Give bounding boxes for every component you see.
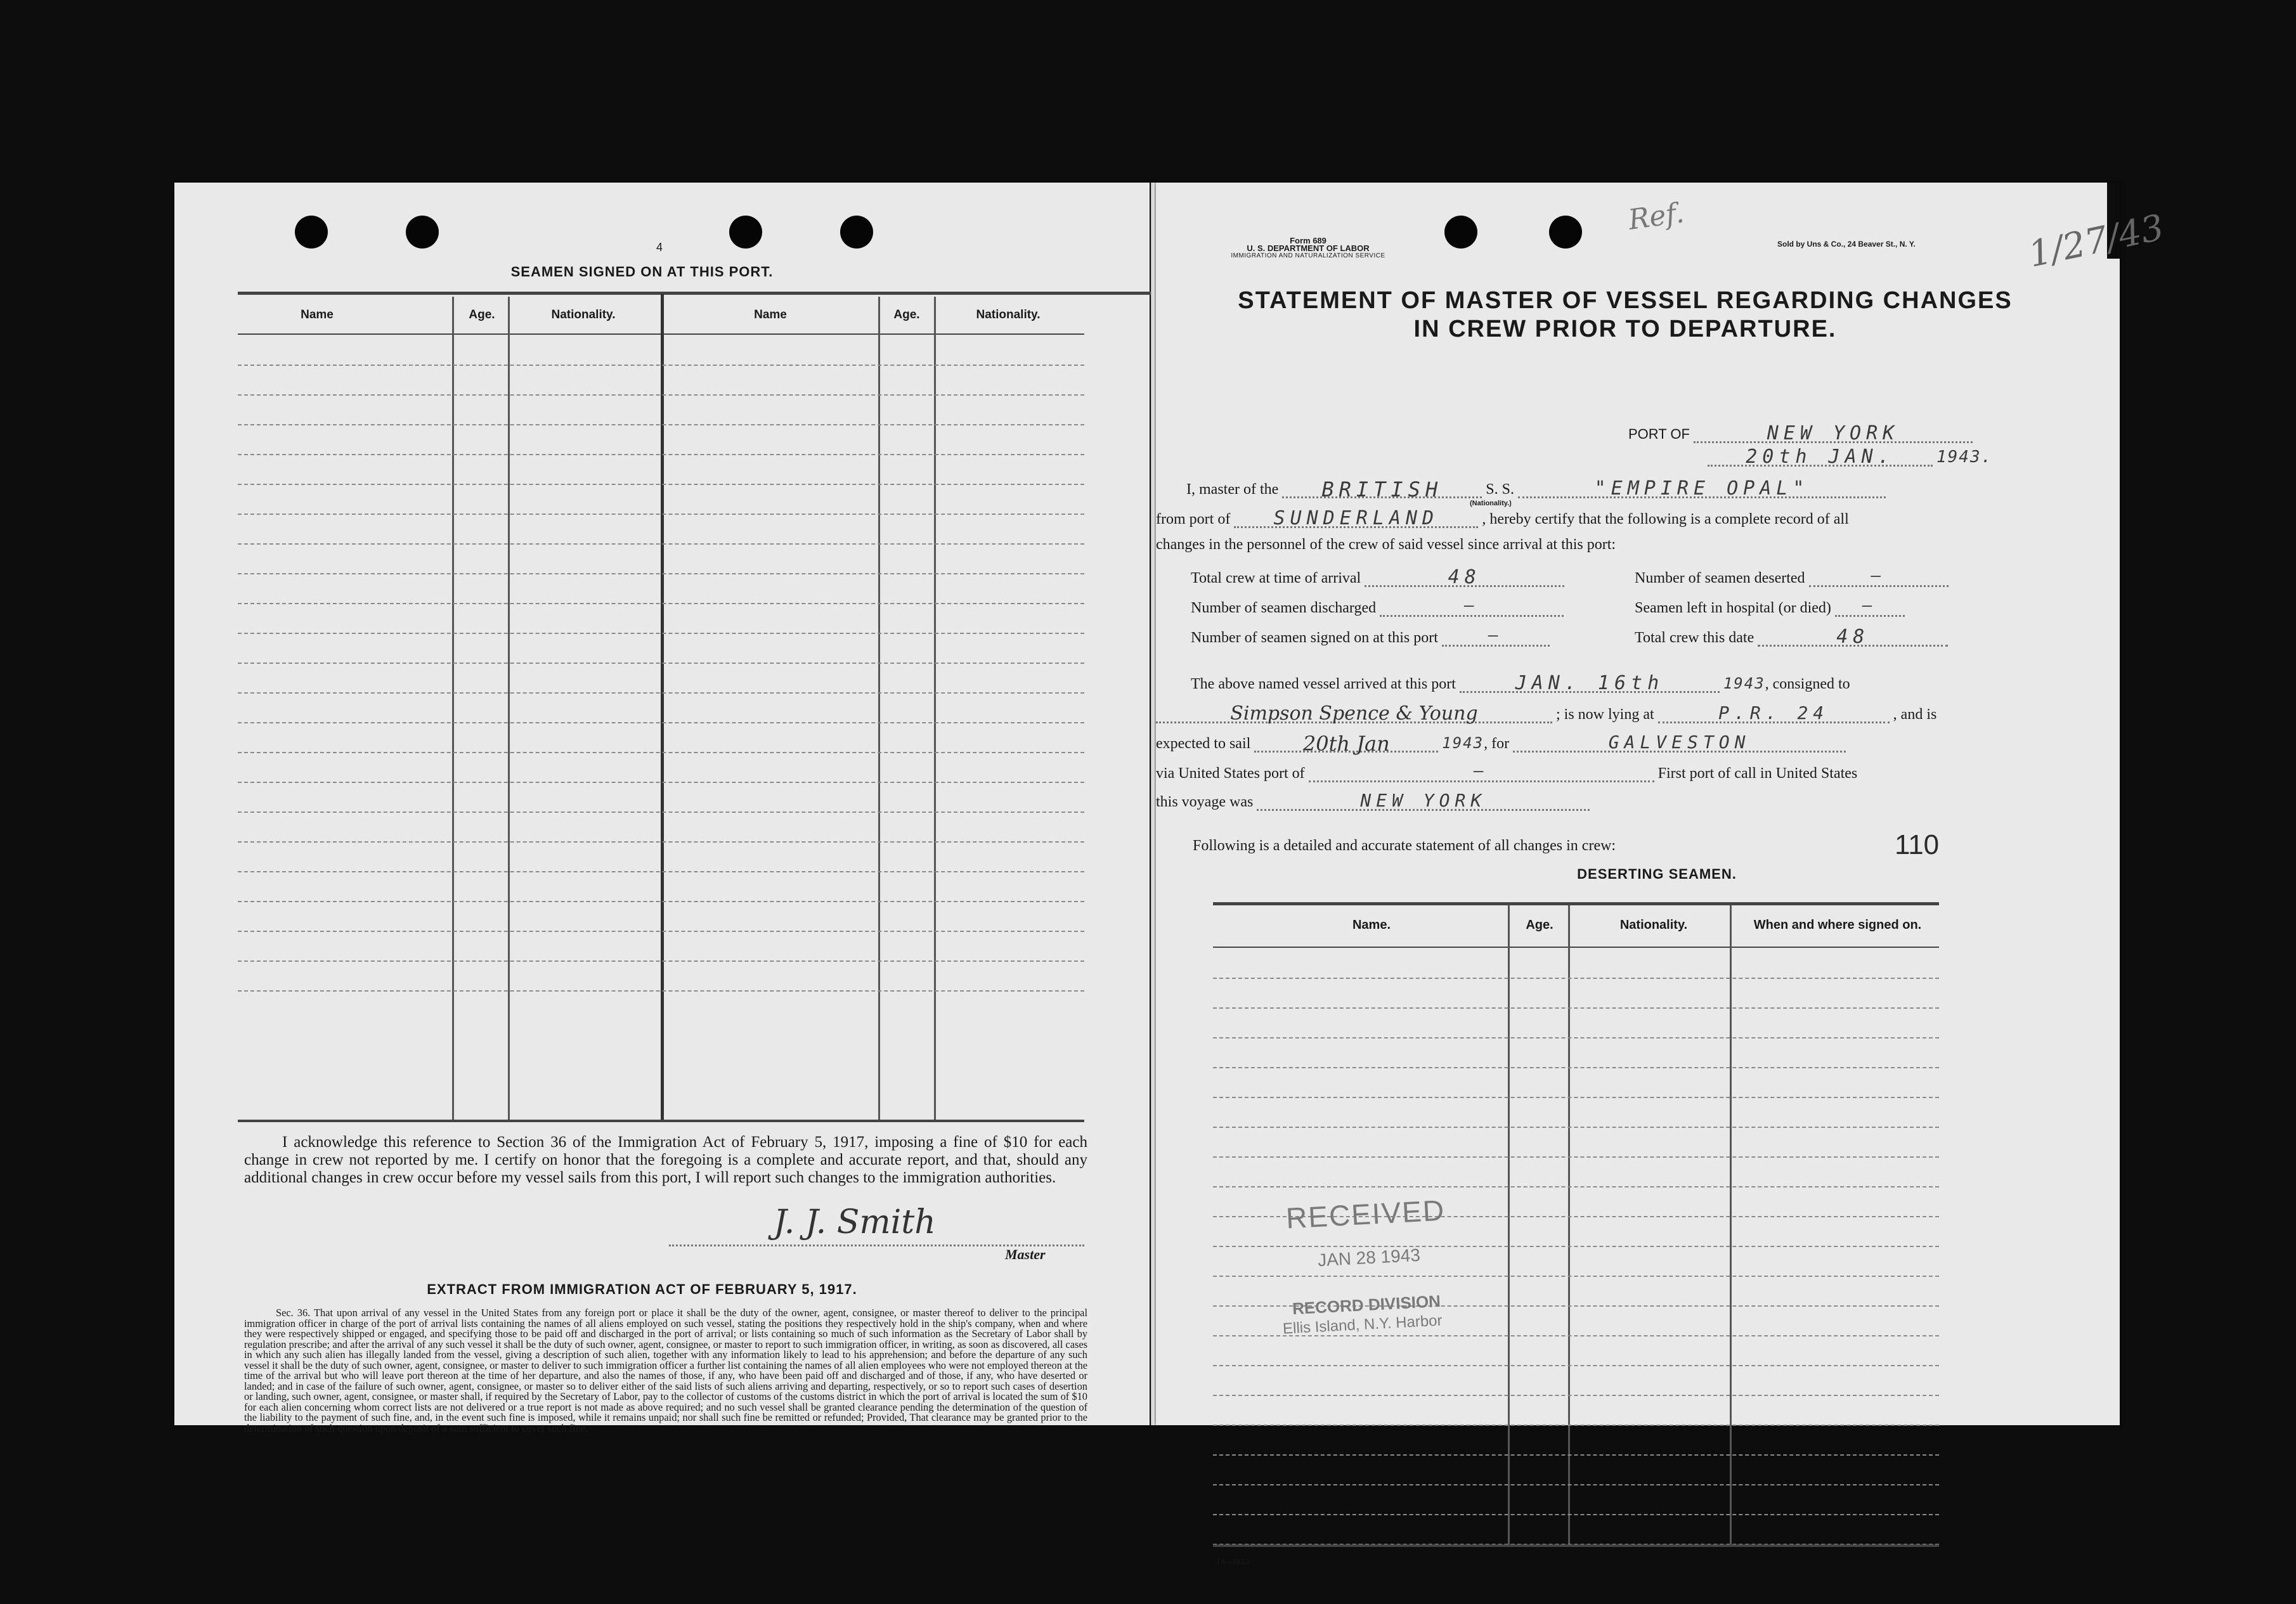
- table-row[interactable]: [238, 484, 1084, 485]
- expected-label: expected to sail: [1156, 735, 1251, 752]
- lying-field[interactable]: P.R. 24: [1658, 702, 1890, 723]
- arrived-label: The above named vessel arrived at this port: [1191, 676, 1456, 692]
- table-row[interactable]: [1213, 1425, 1939, 1426]
- signed-on-label: Number of seamen signed on at this port: [1191, 630, 1438, 646]
- year-field[interactable]: 1943.: [1936, 448, 1993, 467]
- table-row[interactable]: [238, 573, 1084, 574]
- table-row[interactable]: [238, 871, 1084, 872]
- form-number: Form 689: [1290, 236, 1326, 245]
- for-label: , for: [1484, 735, 1510, 752]
- column-header: Name.: [1352, 918, 1391, 932]
- first-port-label: First port of call in United States: [1657, 765, 1858, 782]
- page-marker: 4: [656, 241, 663, 254]
- hospital-field[interactable]: —: [1835, 596, 1905, 617]
- table-top-rule: [238, 292, 1260, 295]
- signature-label: Master: [1005, 1246, 1046, 1262]
- table-row[interactable]: [1213, 1127, 1939, 1128]
- table-row[interactable]: [1213, 1365, 1939, 1366]
- from-port-label: from port of: [1156, 511, 1231, 527]
- discharged-label: Number of seamen discharged: [1191, 600, 1377, 616]
- acknowledgment-text: I acknowledge this reference to Section 36 of the Immigration Act of February 5, 1917, imposing a fine of $10 for each change in crew not reported by me. I certify on honor that the foregoing is a complete and accurate report, and that, should any additional changes in crew occur before my vessel sails from this port, I will report such changes to the immigration authorities.: [244, 1134, 1087, 1186]
- from-port-field[interactable]: SUNDERLAND: [1234, 507, 1478, 528]
- table-row[interactable]: [238, 424, 1084, 425]
- changes-text: changes in the personnel of the crew of said vessel since arrival at this port:: [1156, 536, 1616, 553]
- extract-text: Sec. 36. That upon arrival of any vessel in the United States from any foreign port or place it shall be the duty of the owner, agent, consignee, or master thereof to deliver to the principal immigration officer in charge of the port of arrival lists containing the names of all aliens employed on such vessel, stating the positions they respectively hold in the ship's company, when and where they were respectively shipped or engaged, and specifying those to be paid off and discharged in the port of arrival; or lists containing so much of such information as the Secretary of Labor shall by regulation prescribe; and after the arrival of any such vessel it shall be the duty of such owner, agent, consignee, or master to report to such immigration officer, in writing, as soon as discovered, all cases in which any such alien has illegally landed from the vessel, giving a description of such alien, together with any information likely to lead to his apprehension; and before the departure of any such vessel it shall be the duty of such owner, agent, consignee, or master to deliver to such immigration officer a further list containing the names of all alien employees who were not employed thereon at the time of the arrival but who will leave port thereon at the time of her departure, and also the names of those, if any, who have been paid off and discharged and of those, if any, who have deserted or landed; and in case of the failure of such owner, agent, consignee, or master so to deliver either of the said lists of such aliens arriving and departing, respectively, or so to report such cases of desertion or landing, such owner, agent, consignee, or master shall, if required by the Secretary of Labor, pay to the collector of customs of the customs district in which the port of arrival is located the sum of $10 for each alien concerning whom correct lists are not delivered or a true report is not made as above required; and no such vessel shall be granted clearance pending the determination of the question of the liability to the payment of such fine, and, in the event such fine is imposed, while it remains unpaid; nor shall such fine be remitted or refunded; Provided, That clearance may be granted prior to the determination of such question upon deposit of a sum sufficient to cover such fine.: [244, 1307, 1087, 1434]
- table-row[interactable]: [1213, 1037, 1939, 1038]
- column-header: Name: [754, 308, 787, 321]
- table-row[interactable]: [1213, 1097, 1939, 1098]
- table-row[interactable]: [238, 365, 1084, 366]
- voyage-label: this voyage was: [1156, 794, 1254, 810]
- table-row[interactable]: [238, 960, 1084, 962]
- expected-field[interactable]: 20th Jan: [1254, 732, 1438, 753]
- received-stamp: RECEIVED: [1285, 1193, 1446, 1235]
- certify-text: , hereby certify that the following is a complete record of all: [1482, 511, 1849, 527]
- form-title-line1: STATEMENT OF MASTER OF VESSEL REGARDING CHANGES: [1238, 287, 2013, 314]
- for-field[interactable]: GALVESTON: [1513, 732, 1846, 753]
- column-header: Name: [301, 308, 334, 321]
- table-row[interactable]: [1213, 1514, 1939, 1515]
- signed-on-field[interactable]: —: [1442, 626, 1550, 647]
- punch-hole: [729, 216, 762, 249]
- consigned-label: , consigned to: [1765, 676, 1850, 692]
- punch-hole: [840, 216, 873, 249]
- table-row[interactable]: [238, 543, 1084, 545]
- service-name: IMMIGRATION AND NATURALIZATION SERVICE: [1231, 252, 1385, 259]
- table-row[interactable]: [238, 454, 1084, 455]
- arrived-year[interactable]: 1943: [1723, 675, 1765, 692]
- master-signature: J. J. Smith: [774, 1203, 936, 1241]
- handwritten-date: 1/27/43: [2025, 207, 2168, 276]
- table-row[interactable]: [238, 394, 1084, 396]
- column-header: Age.: [469, 308, 495, 321]
- table-row[interactable]: [238, 514, 1084, 515]
- table-row[interactable]: [238, 633, 1084, 634]
- table-row[interactable]: [238, 841, 1084, 843]
- table-row[interactable]: [1213, 1156, 1939, 1158]
- expected-year[interactable]: 1943: [1442, 734, 1484, 752]
- extract-title: EXTRACT FROM IMMIGRATION ACT OF FEBRUARY 5, 1917.: [427, 1281, 857, 1297]
- port-label: PORT OF: [1628, 426, 1690, 442]
- received-stamp-date: JAN 28 1943: [1317, 1245, 1421, 1271]
- left-page: [174, 183, 1150, 1434]
- table-row[interactable]: [1213, 1186, 1939, 1187]
- table-row[interactable]: [1213, 1454, 1939, 1456]
- discharged-field[interactable]: —: [1380, 596, 1564, 617]
- arrived-field[interactable]: JAN. 16th: [1460, 672, 1720, 693]
- via-label: via United States port of: [1156, 765, 1305, 782]
- department-name: U. S. DEPARTMENT OF LABOR: [1247, 243, 1370, 253]
- ship-name-field[interactable]: "EMPIRE OPAL": [1518, 477, 1886, 498]
- form-title-line2: IN CREW PRIOR TO DEPARTURE.: [1413, 316, 1837, 342]
- master-label: I, master of the: [1186, 481, 1279, 498]
- total-date-label: Total crew this date: [1635, 630, 1754, 646]
- record-division-stamp: RECORD DIVISION: [1292, 1291, 1441, 1319]
- hospital-label: Seamen left in hospital (or died): [1635, 600, 1831, 616]
- ellis-island-stamp: Ellis Island, N.Y. Harbor: [1282, 1312, 1443, 1338]
- table-row[interactable]: [238, 692, 1084, 694]
- column-header: Nationality.: [976, 308, 1041, 321]
- port-field[interactable]: NEW YORK: [1694, 422, 1973, 443]
- table-row[interactable]: [1213, 1067, 1939, 1068]
- table-row[interactable]: [1213, 1246, 1939, 1247]
- table-row[interactable]: [1213, 1276, 1939, 1277]
- deserted-field[interactable]: —: [1809, 566, 1949, 587]
- table-row[interactable]: [1213, 978, 1939, 979]
- date-field[interactable]: 20th JAN.: [1708, 446, 1933, 467]
- table-row[interactable]: [238, 722, 1084, 723]
- table-row[interactable]: [238, 901, 1084, 902]
- column-header: Nationality.: [551, 308, 616, 321]
- seamen-signed-on-title: SEAMEN SIGNED ON AT THIS PORT.: [510, 264, 774, 280]
- table-row[interactable]: [238, 752, 1084, 753]
- column-header: When and where signed on.: [1753, 918, 1922, 932]
- table-row[interactable]: [238, 931, 1084, 932]
- following-text: Following is a detailed and accurate statement of all changes in crew:: [1193, 838, 1616, 854]
- page-number: 110: [1895, 829, 1940, 860]
- total-date-field[interactable]: 48: [1758, 626, 1948, 647]
- via-field[interactable]: —: [1309, 761, 1654, 782]
- voyage-field[interactable]: NEW YORK: [1257, 790, 1590, 811]
- sold-by-text: Sold by Uns & Co., 24 Beaver St., N. Y.: [1777, 240, 1916, 249]
- table-row[interactable]: [1213, 1007, 1939, 1009]
- punch-hole: [1444, 216, 1477, 249]
- total-arrival-field[interactable]: 48: [1365, 566, 1564, 587]
- consignee-field[interactable]: Simpson Spence & Young: [1156, 702, 1552, 723]
- page-fold: [1151, 183, 1156, 1425]
- footer-code: 14—1613: [1216, 1557, 1250, 1566]
- deserted-label: Number of seamen deserted: [1635, 570, 1805, 586]
- nationality-field[interactable]: BRITISH: [1282, 477, 1482, 498]
- table-row[interactable]: [238, 782, 1084, 783]
- lying-label: ; is now lying at: [1556, 706, 1654, 723]
- column-header: Age.: [893, 308, 920, 321]
- nationality-caption: (Nationality.): [1470, 500, 1512, 507]
- table-row[interactable]: [238, 603, 1084, 604]
- table-row[interactable]: [238, 990, 1084, 992]
- column-header: Nationality.: [1619, 918, 1688, 932]
- column-header: Age.: [1526, 918, 1553, 932]
- table-row[interactable]: [1213, 1395, 1939, 1396]
- deserting-seamen-title: DESERTING SEAMEN.: [1577, 866, 1737, 882]
- total-arrival-label: Total crew at time of arrival: [1191, 570, 1361, 586]
- ss-label: S. S.: [1486, 481, 1514, 498]
- table-row[interactable]: [238, 812, 1084, 813]
- punch-hole: [295, 216, 328, 249]
- handwritten-ref: Ref.: [1626, 197, 1686, 236]
- right-page: [1156, 183, 2168, 1566]
- punch-hole: [406, 216, 439, 249]
- table-row[interactable]: [238, 663, 1084, 664]
- table-row[interactable]: [1213, 1484, 1939, 1485]
- punch-hole: [1549, 216, 1582, 249]
- and-is-label: , and is: [1893, 706, 1937, 723]
